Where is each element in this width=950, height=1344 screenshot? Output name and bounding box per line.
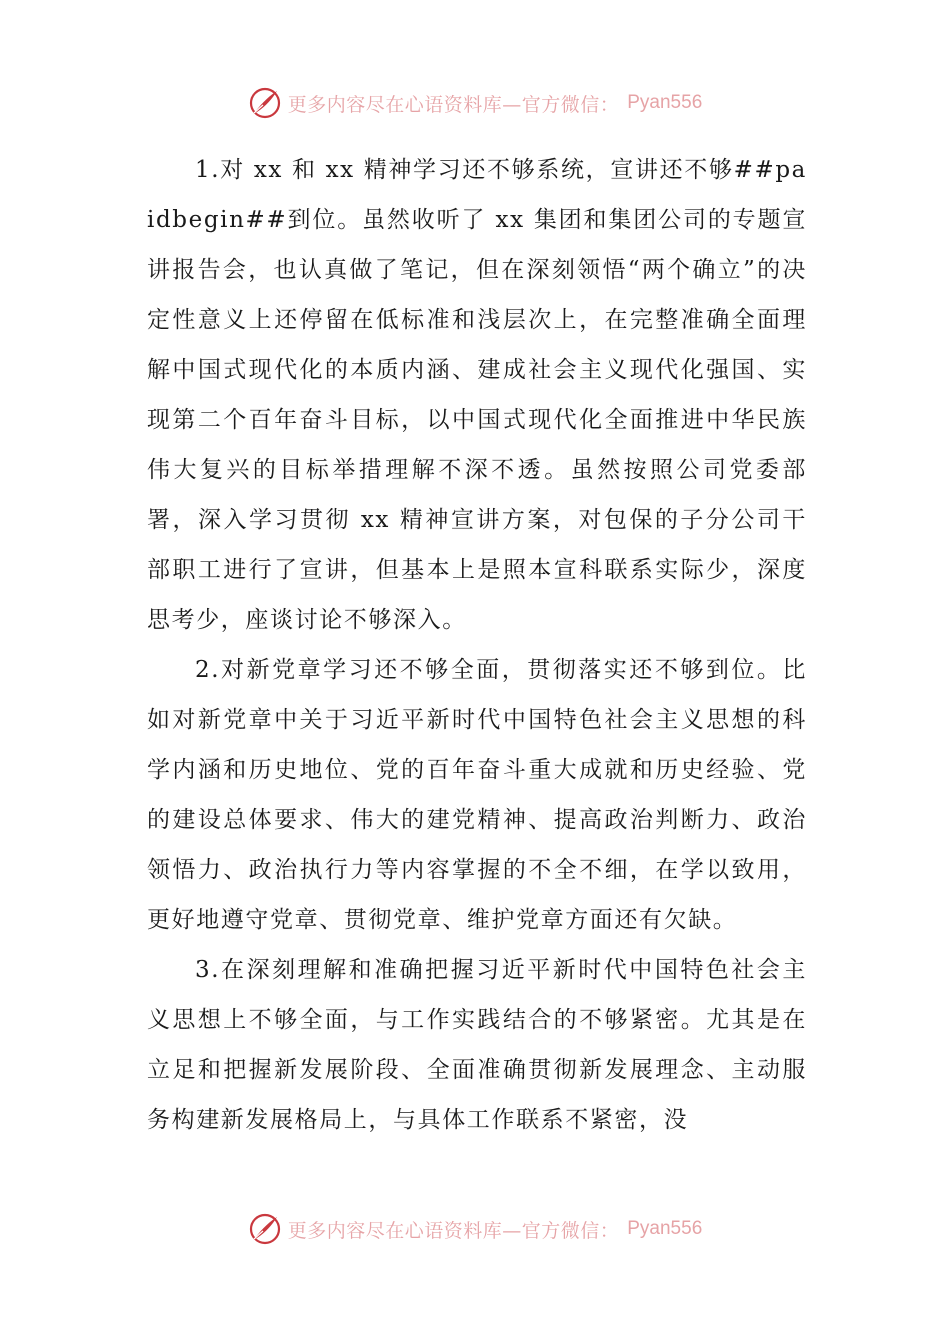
watermark-text: 更多内容尽在心语资料库—官方微信： <box>287 93 620 116</box>
document-body <box>147 145 807 1145</box>
watermark-wechat-id: Pyan556 <box>627 92 703 113</box>
watermark-wechat-id: Pyan556 <box>627 1218 703 1239</box>
paragraph-2: 2.对新党章学习还不够全面，贯彻落实还不够到位。比如对新党章中关于习近平新时代中国特色社会主义思想的科学内涵和历史地位、党的百年奋斗重大成就和历史经验、党的建设总体要求、伟大的建党精神、提高政治判断力、政治领悟力、政治执行力等内容掌握的不全不细，在学以致用，更好地遵守党章、贯彻党章、维护党章方面还有欠缺。 <box>147 657 807 933</box>
footer-watermark <box>0 1209 950 1249</box>
paragraph-1: 1.对 xx 和 xx 精神学习还不够系统，宣讲还不够##paidbegin##到位。虽然收听了 xx 集团和集团公司的专题宣讲报告会，也认真做了笔记，但在深刻领悟“两个确立”的决定性意义上还停留在低标准和浅层次上，在完整准确全面理解中国式现代化的本质内涵、建成社会主义现代化强国、实现第二个百年奋斗目标，以中国式现代化全面推进中华民族伟大复兴的目标举措理解不深不透。虽然按照公司党委部署，深入学习贯彻 xx 精神宣讲方案，对包保的子分公司干部职工进行了宣讲，但基本上是照本宣科联系实际少，深度思考少，座谈讨论不够深入。 <box>147 157 807 633</box>
watermark-text: 更多内容尽在心语资料库—官方微信： <box>287 1219 620 1242</box>
feather-pen-logo-icon <box>248 86 282 120</box>
feather-pen-logo-icon <box>248 1212 282 1246</box>
header-watermark <box>0 83 950 123</box>
paragraph-3: 3.在深刻理解和准确把握习近平新时代中国特色社会主义思想上不够全面，与工作实践结合的不够紧密。尤其是在立足和把握新发展阶段、全面准确贯彻新发展理念、主动服务构建新发展格局上，与具体工作联系不紧密，没 <box>147 957 807 1133</box>
